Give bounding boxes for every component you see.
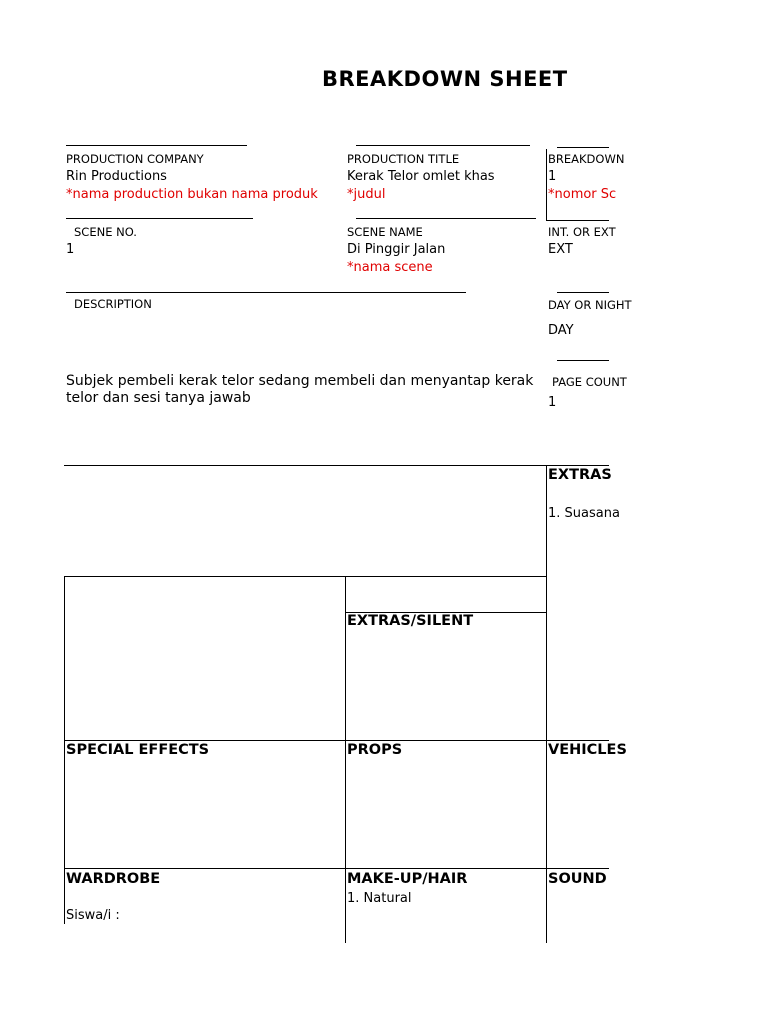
scene-name-value: Di Pinggir Jalan [347,242,446,257]
grid-line [546,465,547,943]
vehicles-title: VEHICLES [548,742,627,758]
int-ext-label: INT. OR EXT [548,225,616,239]
int-ext-value: EXT [548,242,573,257]
description-line-2: telor dan sesi tanya jawab [66,390,251,406]
divider [356,145,530,146]
grid-line [64,576,65,924]
production-company-note: *nama production bukan nama produk [66,187,318,202]
scene-name-note: *nama scene [347,260,433,275]
grid-line [64,868,609,869]
grid-line [64,465,609,466]
production-company-value: Rin Productions [66,169,167,184]
divider [557,292,609,293]
page-title: BREAKDOWN SHEET [322,67,568,91]
special-effects-title: SPECIAL EFFECTS [66,742,210,758]
extras-item: 1. Suasana [548,506,620,521]
grid-line [64,740,609,741]
divider [66,218,253,219]
scene-no-value: 1 [66,242,75,257]
wardrobe-title: WARDROBE [66,871,161,887]
breakdown-note: *nomor Sc [548,187,617,202]
production-title-label: PRODUCTION TITLE [347,152,460,166]
divider [66,145,247,146]
page-count-label: PAGE COUNT [552,375,627,389]
production-company-label: PRODUCTION COMPANY [66,152,204,166]
scene-no-label: SCENE NO. [74,225,137,239]
divider [557,360,609,361]
divider [356,218,536,219]
sound-title: SOUND [548,871,607,887]
grid-line [64,576,546,577]
wardrobe-item: Siswa/i : [66,908,120,923]
extras-silent-title: EXTRAS/SILENT [347,613,474,629]
day-night-value: DAY [548,323,574,338]
page-count-value: 1 [548,395,557,410]
makeup-hair-item: 1. Natural [347,891,412,906]
day-night-label: DAY OR NIGHT [548,298,632,312]
grid-line [345,576,346,943]
scene-name-label: SCENE NAME [347,225,423,239]
makeup-hair-title: MAKE-UP/HAIR [347,871,468,887]
breakdown-label: BREAKDOWN [548,152,625,166]
production-title-value: Kerak Telor omlet khas [347,169,495,184]
description-label: DESCRIPTION [74,297,152,311]
divider [546,220,609,221]
description-line-1: Subjek pembeli kerak telor sedang membeli dan menyantap kerak [66,373,534,389]
extras-title: EXTRAS [548,467,612,483]
production-title-note: *judul [347,187,386,202]
box-border [546,149,547,220]
props-title: PROPS [347,742,403,758]
divider [557,147,609,148]
breakdown-value: 1 [548,169,557,184]
divider [66,292,466,293]
